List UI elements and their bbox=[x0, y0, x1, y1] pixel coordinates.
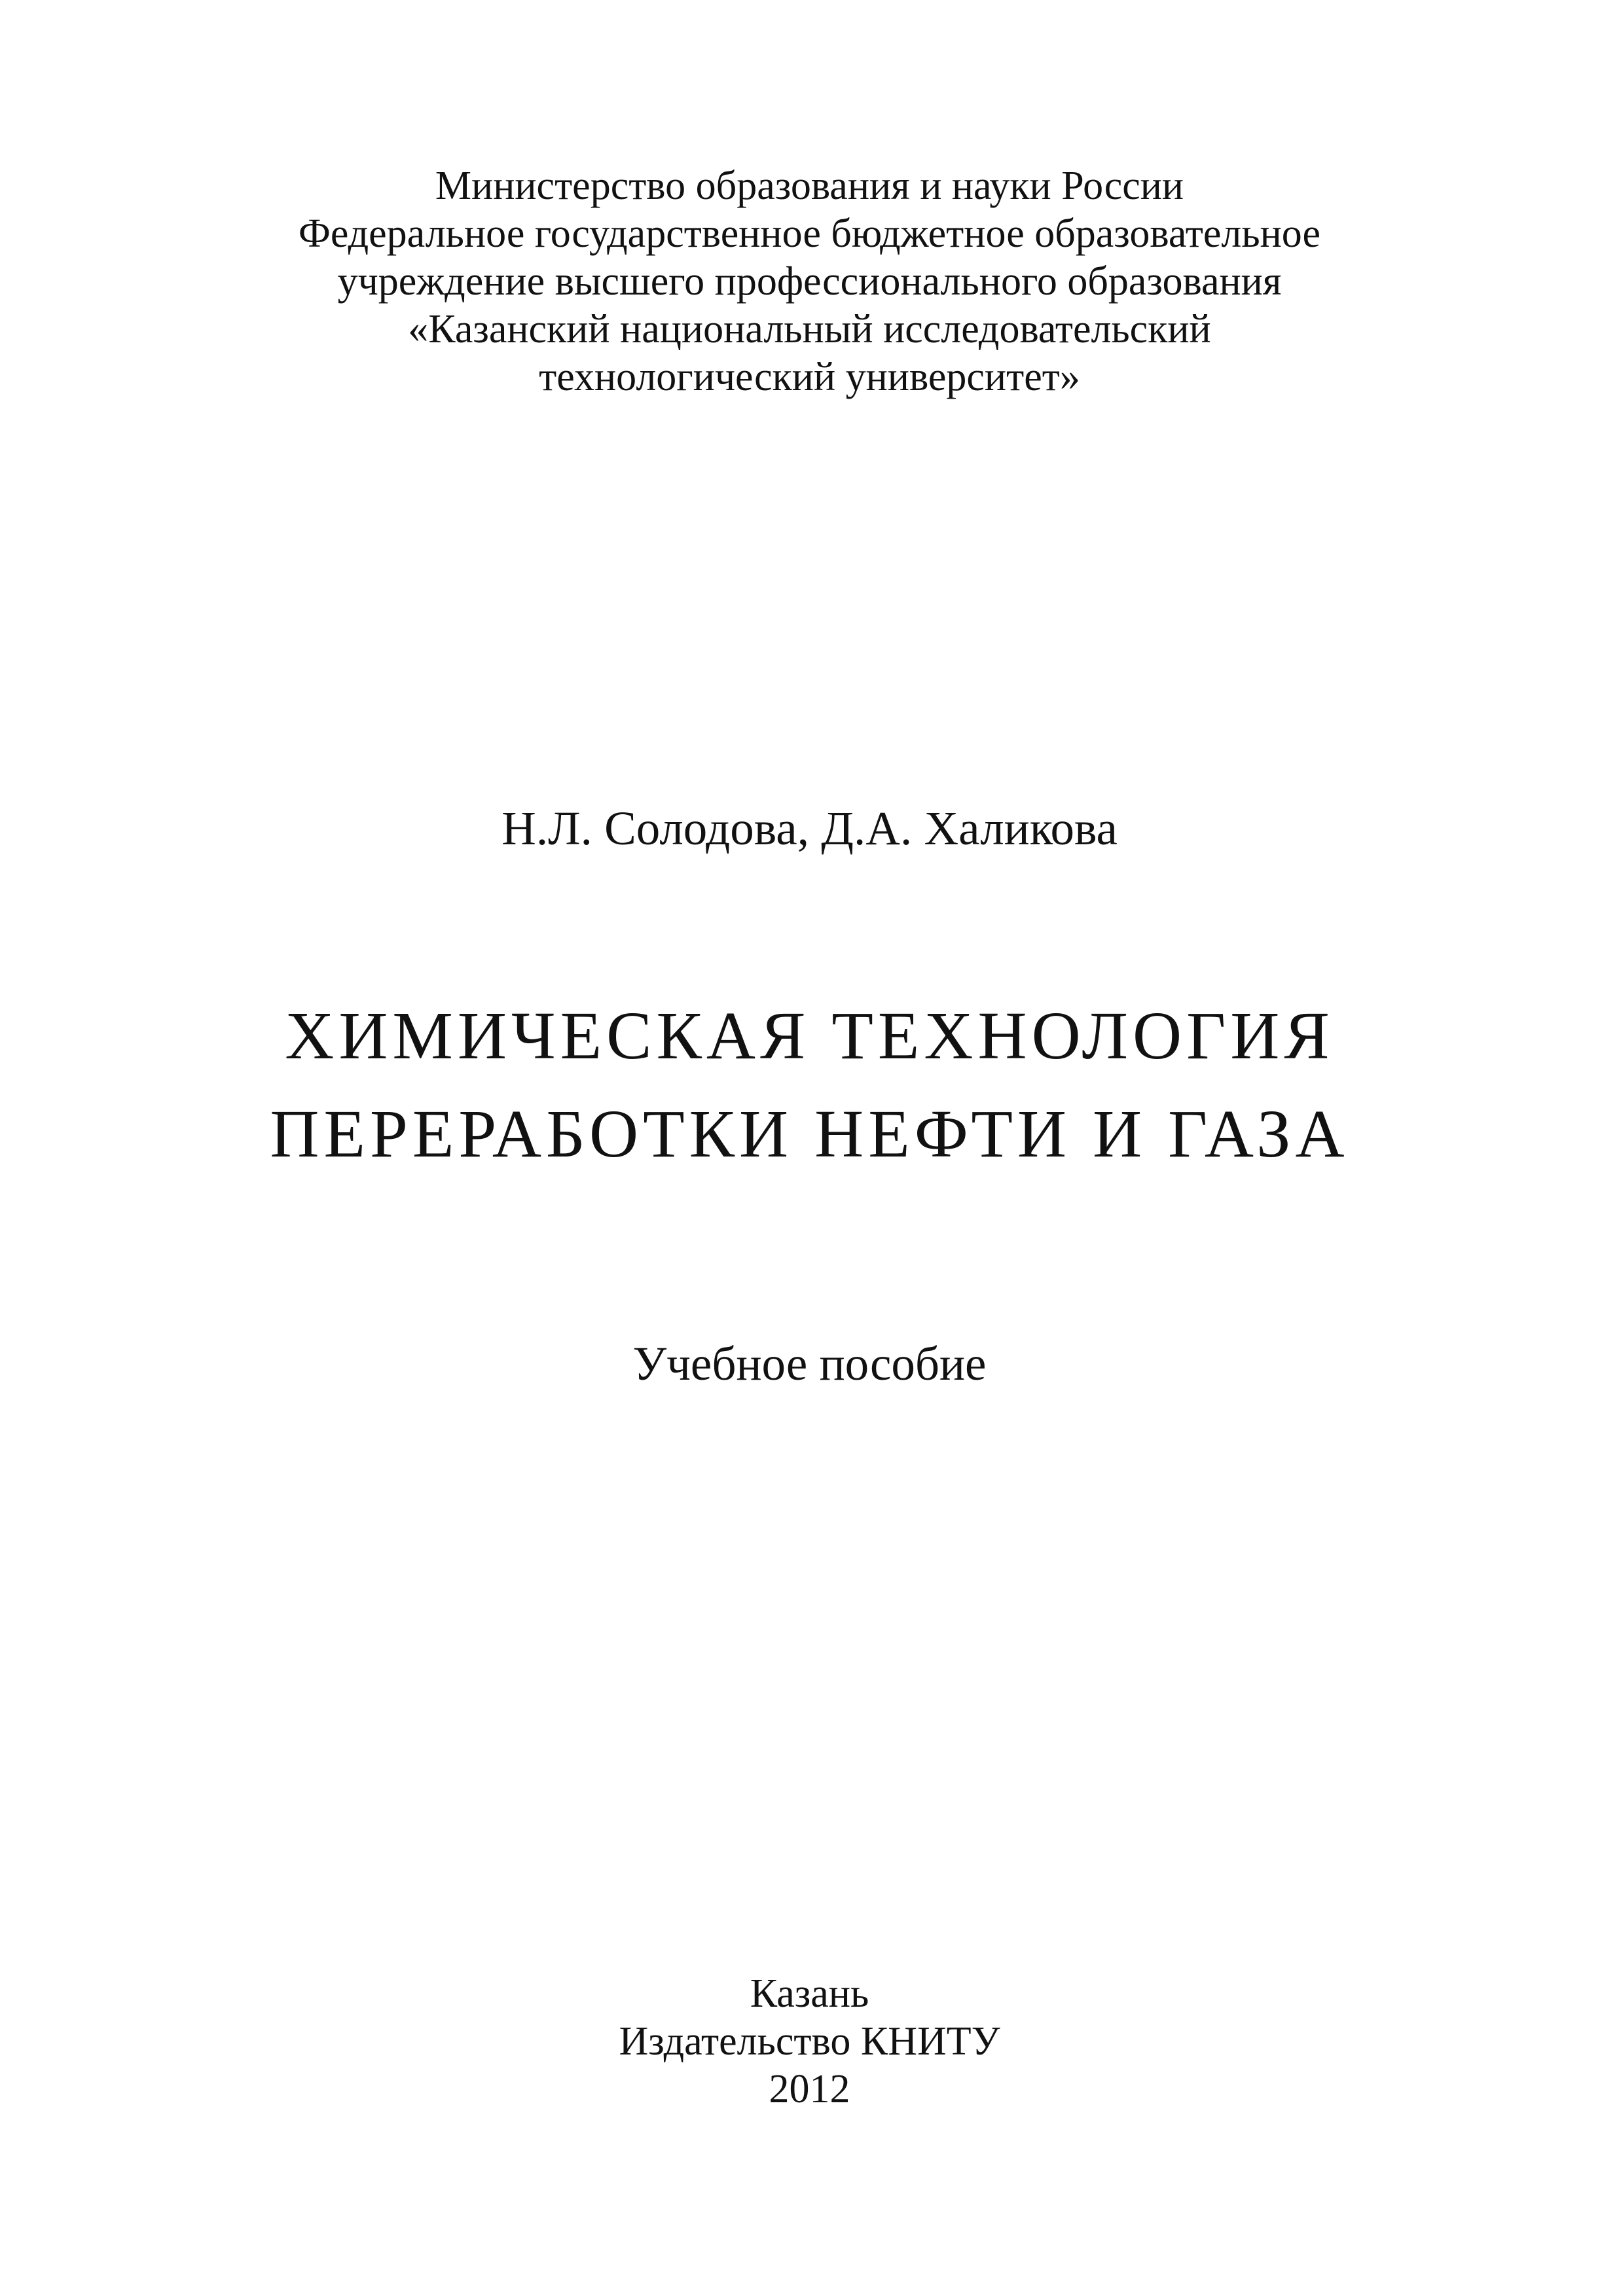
institution-line-education: учреждение высшего профессионального образования bbox=[337, 259, 1282, 304]
institution-line-university: «Казанский национальный исследовательский bbox=[408, 307, 1211, 351]
institution-line-ministry: Министерство образования и науки России bbox=[435, 164, 1184, 208]
authors: Н.Л. Солодова, Д.А. Халикова bbox=[501, 802, 1118, 855]
imprint-year: 2012 bbox=[769, 2067, 850, 2111]
institution-line-federal: Федеральное государственное бюджетное образовательное bbox=[298, 211, 1321, 256]
book-subtitle: Учебное пособие bbox=[632, 1337, 987, 1390]
imprint-city: Казань bbox=[750, 1971, 869, 2016]
imprint bbox=[0, 1970, 1619, 2113]
imprint-publisher: Издательство КНИТУ bbox=[619, 2019, 1000, 2064]
institution-header bbox=[0, 162, 1619, 401]
institution-line-technological: технологический университет» bbox=[539, 355, 1080, 399]
book-title-line-2: ПЕРЕРАБОТКИ НЕФТИ И ГАЗА bbox=[270, 1096, 1349, 1172]
book-title-line-1: ХИМИЧЕСКАЯ ТЕХНОЛОГИЯ bbox=[285, 998, 1334, 1073]
book-title bbox=[0, 987, 1619, 1183]
